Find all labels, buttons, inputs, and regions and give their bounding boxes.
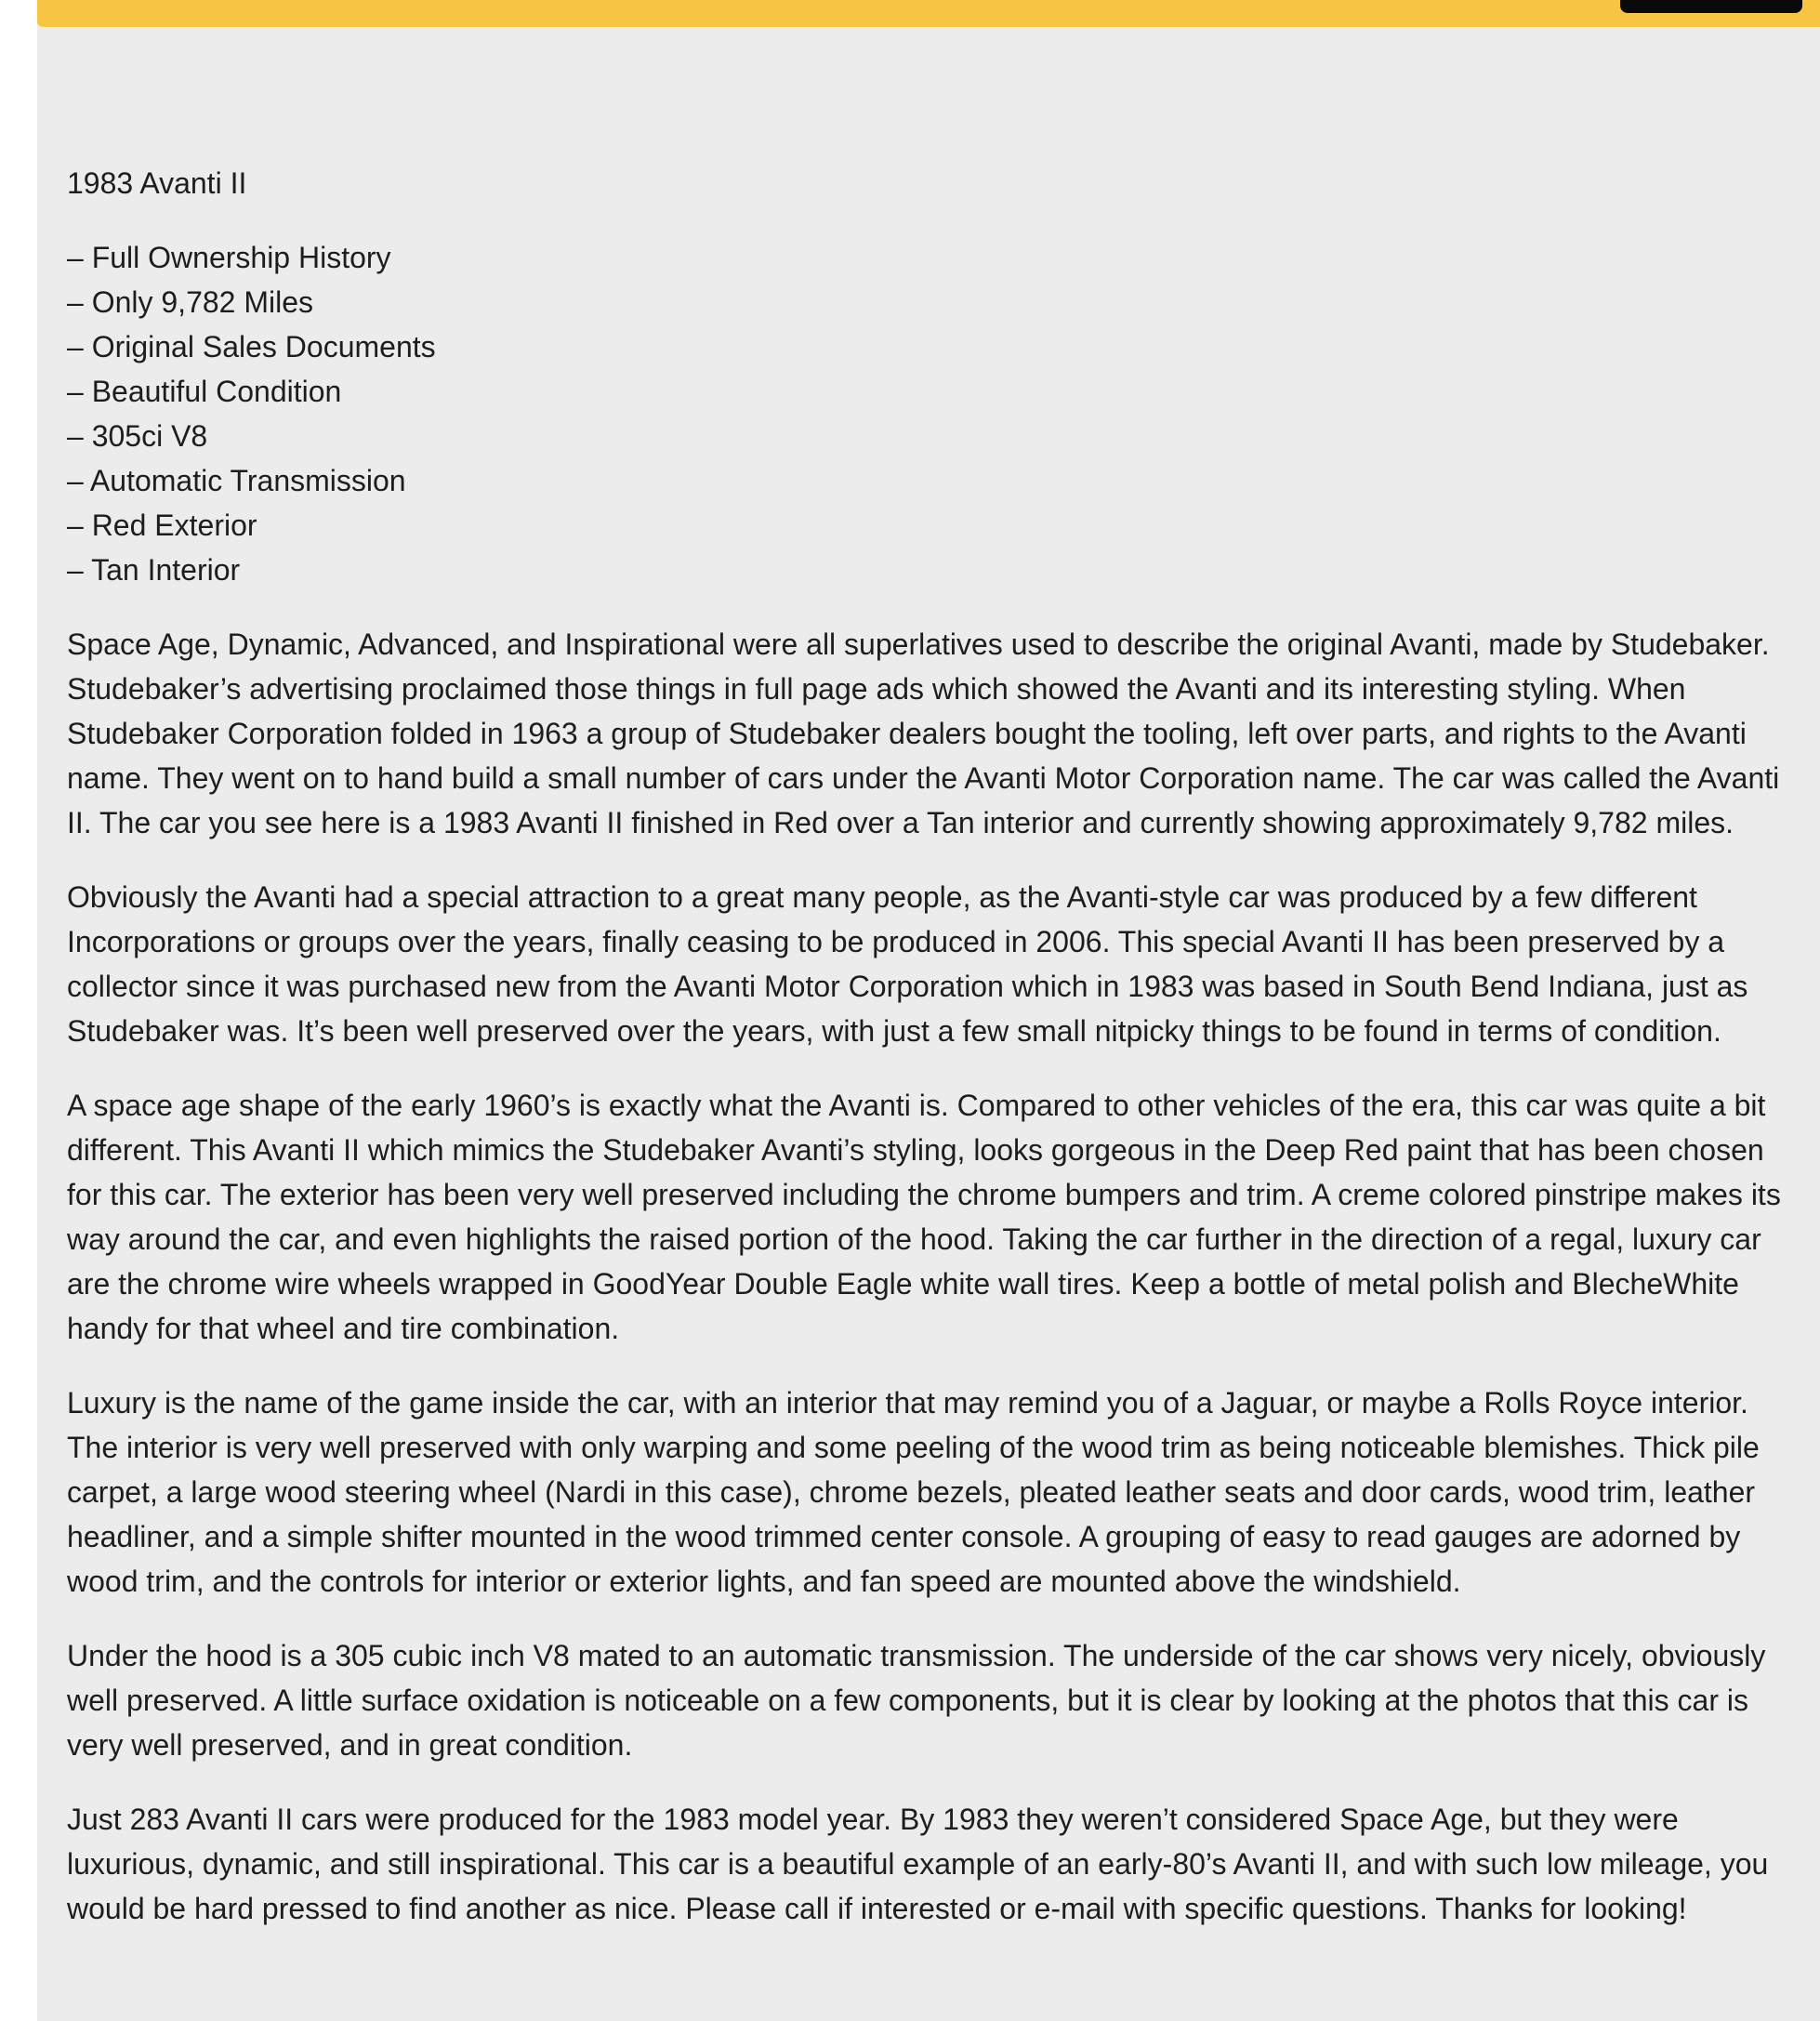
feature-item: – Tan Interior	[67, 553, 241, 587]
feature-item: – Only 9,782 Miles	[67, 285, 314, 319]
feature-item: – Beautiful Condition	[67, 375, 342, 408]
listing-title: 1983 Avanti II	[67, 166, 247, 200]
header-bar	[37, 0, 1820, 27]
description-paragraph: Obviously the Avanti had a special attraction to a great many people, as the Avanti-style car was produced by a few different Incorporations or groups over the years, finally ceasing to be produced in 2006. This special Avanti II has been preserved by a collector since it was purchased new from the Avanti Motor Corporation which in 1983 was based in South Bend Indiana, just as Studebaker was. It’s been well preserved over the years, with just a few small nitpicky things to be found in terms of condition.	[67, 880, 1748, 1048]
feature-item: – 305ci V8	[67, 419, 208, 453]
header-button[interactable]	[1620, 0, 1802, 13]
feature-item: – Automatic Transmission	[67, 464, 406, 497]
feature-item: – Full Ownership History	[67, 241, 391, 274]
description-paragraph: Luxury is the name of the game inside the car, with an interior that may remind you of a Jaguar, or maybe a Rolls Royce interior. The interior is very well preserved with only warping and some peeling of the wood trim as being noticeable blemishes. Thick pile carpet, a large wood steering wheel (Nardi in this case), chrome bezels, pleated leather seats and door cards, wood trim, leather headliner, and a simple shifter mounted in the wood trimmed center console. A grouping of easy to read gauges are adorned by wood trim, and the controls for interior or exterior lights, and fan speed are mounted above the windshield.	[67, 1386, 1760, 1598]
description-paragraph: Under the hood is a 305 cubic inch V8 mated to an automatic transmission. The underside of the car shows very nicely, obviously well preserved. A little surface oxidation is noticeable on a few components, but it is clear by looking at the photos that this car is very well preserved, and in great condition.	[67, 1639, 1766, 1762]
feature-list	[67, 235, 1798, 592]
description-paragraph: Just 283 Avanti II cars were produced for the 1983 model year. By 1983 they weren’t considered Space Age, but they were luxurious, dynamic, and still inspirational. This car is a beautiful example of an early-80’s Avanti II, and with such low mileage, you would be hard pressed to find another as nice. Please call if interested or e-mail with specific questions. Thanks for looking!	[67, 1803, 1769, 1925]
feature-item: – Red Exterior	[67, 509, 257, 542]
feature-item: – Original Sales Documents	[67, 330, 436, 363]
description-paragraph: Space Age, Dynamic, Advanced, and Inspirational were all superlatives used to describe the original Avanti, made by Studebaker. Studebaker’s advertising proclaimed those things in full page ads which showed the Avanti and its interesting styling. When Studebaker Corporation folded in 1963 a group of Studebaker dealers bought the tooling, left over parts, and rights to the Avanti name. They went on to hand build a small number of cars under the Avanti Motor Corporation name. The car was called the Avanti II. The car you see here is a 1983 Avanti II finished in Red over a Tan interior and currently showing approximately 9,782 miles.	[67, 627, 1780, 839]
listing-description	[67, 161, 1798, 1961]
description-paragraph: A space age shape of the early 1960’s is exactly what the Avanti is. Compared to other vehicles of the era, this car was quite a bit different. This Avanti II which mimics the Studebaker Avanti’s styling, looks gorgeous in the Deep Red paint that has been chosen for this car. The exterior has been very well preserved including the chrome bumpers and trim. A creme colored pinstripe makes its way around the car, and even highlights the raised portion of the hood. Taking the car further in the direction of a regal, luxury car are the chrome wire wheels wrapped in GoodYear Double Eagle white wall tires. Keep a bottle of metal polish and BlecheWhite handy for that wheel and tire combination.	[67, 1089, 1781, 1345]
